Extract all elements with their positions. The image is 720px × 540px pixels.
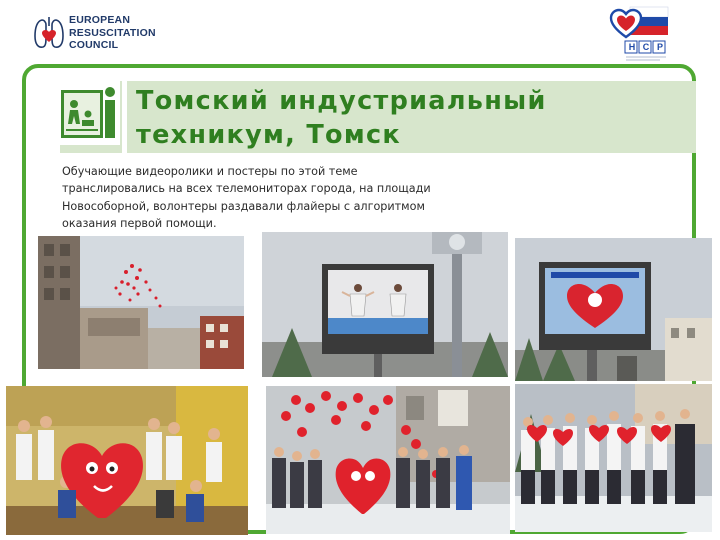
lungs-heart-icon <box>34 16 64 50</box>
nsr-letter-2: С <box>642 42 650 52</box>
title-separator <box>122 81 127 153</box>
erc-wordmark <box>69 14 156 52</box>
erc-logo <box>34 13 184 53</box>
erc-line-3: COUNCIL <box>69 39 119 51</box>
photo-screen-video <box>262 232 508 377</box>
erc-line-2: RESUSCITATION <box>69 26 156 39</box>
photo-hall-volunteers <box>6 386 248 535</box>
nsr-letter-3: Р <box>656 42 663 52</box>
erc-line-1: EUROPEAN <box>69 14 131 26</box>
photo-square-crowd <box>266 386 510 534</box>
photo-screen-poster <box>515 238 712 381</box>
slide-paragraph: Обучающие видеоролики и постеры по этой теме транслировались на всех телемониторах города, на площади Новособорной, волонтеры раздавали флайеры с алгоритмом оказания первой помощи. <box>62 165 431 230</box>
first-aid-info-icon <box>60 84 118 142</box>
info-logo <box>60 84 118 142</box>
photo-volunteers-street <box>515 384 712 532</box>
nsr-letter-1: Н <box>628 42 636 52</box>
slide-title: Томский индустриальный техникум, Томск <box>136 86 547 150</box>
nsr-logo <box>608 5 670 63</box>
photo-balloons-sky <box>38 236 244 369</box>
heart-flag-icon <box>608 5 670 63</box>
